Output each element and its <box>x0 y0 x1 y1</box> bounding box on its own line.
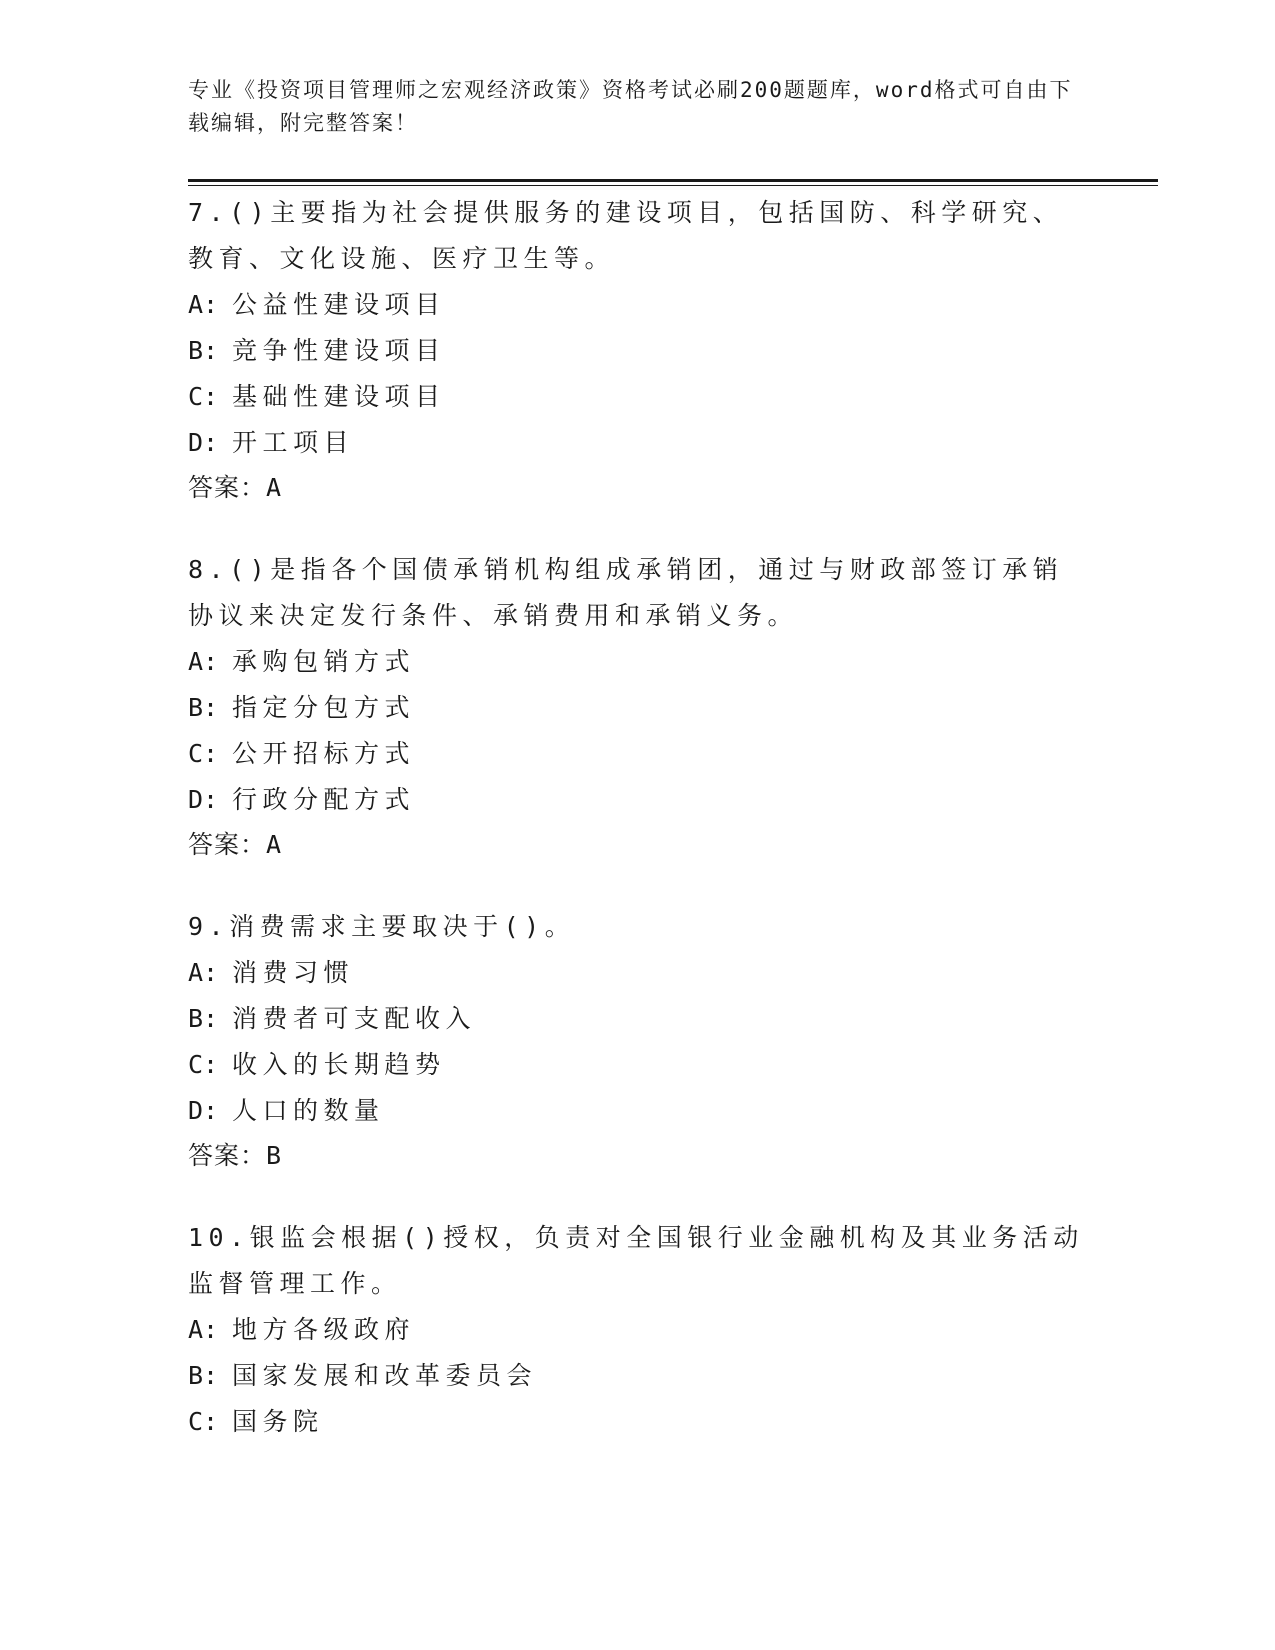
option-text: 消费者可支配收入 <box>232 1004 477 1033</box>
header-rule-thin <box>188 185 1158 186</box>
question-list <box>188 190 1088 1482</box>
option-a <box>188 1307 1088 1353</box>
option-text: 开工项目 <box>232 428 355 457</box>
option-c <box>188 1042 1088 1088</box>
option-text: 公益性建设项目 <box>232 290 446 319</box>
option-c <box>188 1399 1088 1445</box>
option-text: 国家发展和改革委员会 <box>232 1361 538 1390</box>
question-10 <box>188 1215 1088 1445</box>
option-text: 国务院 <box>232 1407 324 1436</box>
option-text: 承购包销方式 <box>232 647 416 676</box>
option-letter: A: <box>188 647 219 676</box>
option-text: 指定分包方式 <box>232 693 416 722</box>
option-text: 公开招标方式 <box>232 739 416 768</box>
option-d <box>188 777 1088 823</box>
answer-line: 答案：A <box>188 473 283 502</box>
header-rule-thick <box>188 179 1158 182</box>
option-a <box>188 282 1088 328</box>
option-text: 消费习惯 <box>232 958 355 987</box>
option-b <box>188 685 1088 731</box>
option-b <box>188 328 1088 374</box>
option-letter: A: <box>188 290 219 319</box>
option-d <box>188 420 1088 466</box>
option-text: 基础性建设项目 <box>232 382 446 411</box>
option-letter: C: <box>188 382 219 411</box>
question-stem: 9.消费需求主要取决于()。 <box>188 912 576 941</box>
question-9 <box>188 904 1088 1178</box>
option-d <box>188 1088 1088 1134</box>
option-c <box>188 374 1088 420</box>
question-stem: 8.()是指各个国债承销机构组成承销团，通过与财政部签订承销协议来决定发行条件、承销费用和承销义务。 <box>188 555 1064 630</box>
option-text: 竞争性建设项目 <box>232 336 446 365</box>
answer-line: 答案：B <box>188 1141 283 1170</box>
option-letter: B: <box>188 693 219 722</box>
option-c <box>188 731 1088 777</box>
question-stem: 10.银监会根据()授权，负责对全国银行业金融机构及其业务活动监督管理工作。 <box>188 1223 1084 1298</box>
option-text: 地方各级政府 <box>232 1315 416 1344</box>
option-text: 人口的数量 <box>232 1096 385 1125</box>
option-letter: B: <box>188 336 219 365</box>
question-8 <box>188 547 1088 867</box>
option-a <box>188 950 1088 996</box>
option-letter: D: <box>188 428 219 457</box>
option-letter: B: <box>188 1361 219 1390</box>
option-letter: D: <box>188 1096 219 1125</box>
option-letter: A: <box>188 958 219 987</box>
option-letter: B: <box>188 1004 219 1033</box>
option-letter: C: <box>188 1407 219 1436</box>
option-b <box>188 996 1088 1042</box>
question-stem: 7.()主要指为社会提供服务的建设项目，包括国防、科学研究、教育、文化设施、医疗卫生等。 <box>188 198 1064 273</box>
document-header: 专业《投资项目管理师之宏观经济政策》资格考试必刷200题题库，word格式可自由下载编辑，附完整答案！ <box>188 78 1073 135</box>
option-letter: A: <box>188 1315 219 1344</box>
option-text: 行政分配方式 <box>232 785 416 814</box>
question-7 <box>188 190 1088 510</box>
option-a <box>188 639 1088 685</box>
answer-line: 答案：A <box>188 830 283 859</box>
option-letter: C: <box>188 739 219 768</box>
option-text: 收入的长期趋势 <box>232 1050 446 1079</box>
option-letter: D: <box>188 785 219 814</box>
option-b <box>188 1353 1088 1399</box>
option-letter: C: <box>188 1050 219 1079</box>
